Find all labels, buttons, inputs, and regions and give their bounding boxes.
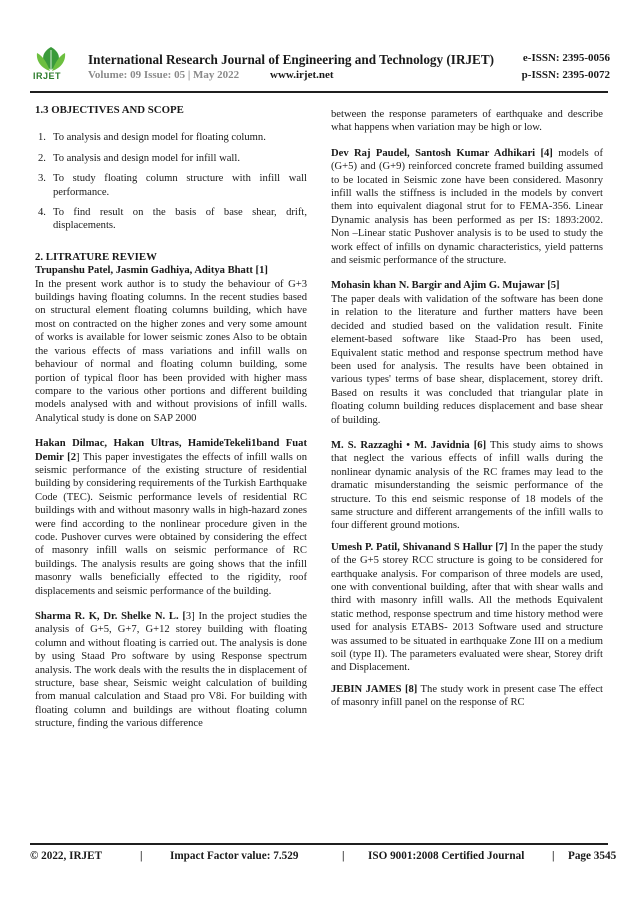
- list-item: 3. To study floating column structure with infill wall performance.: [38, 173, 307, 198]
- review-entry-3-continued: [331, 108, 603, 135]
- left-column: [35, 104, 307, 743]
- review-entry-7: Umesh P. Patil, Shivanand S Hallur [7] In the paper the study of the G+5 storey RCC structure is going to be considered for earthquake analysis. For comparison of three models are used, one with conventional building, after that with shear walls and third with masonry infill walls. All the methods Equivalent static method, response spectrum and time history method were used for analysis ETABS- 2013 Software used and structure was assumed to be situated in earthquake Zone III on a medium soil (type II). The parameters evaluated were shear, Storey drift and Displacement.: [331, 541, 603, 674]
- review-heading: 2. LITRATURE REVIEW: [35, 250, 157, 263]
- eissn: e-ISSN: 2395-0056: [522, 52, 610, 64]
- page-header: [30, 44, 610, 88]
- objectives-heading: 1.3 OBJECTIVES AND SCOPE: [35, 104, 184, 116]
- logo-text: IRJET: [33, 71, 62, 81]
- review-entry-6: M. S. Razzaghi • M. Javidnia [6] This study aims to shows that neglect the various effects of infill walls during the nonlinear dynamic analysis of the RC frames may lead to the dramatic misunderstanding the seismic performance of the structure. To this end seismic response of 18 models of the same structure and different arrangements of the infill walls to four different ground motions.: [331, 439, 603, 532]
- page-number: Page 3545: [568, 850, 617, 862]
- impact-factor: Impact Factor value: 7.529: [170, 850, 299, 862]
- list-item: 1. To analysis and design model for floating column.: [38, 132, 266, 144]
- journal-title: International Research Journal of Engineering and Technology (IRJET): [88, 52, 495, 67]
- review-entry-3: Sharma R. K, Dr. Shelke N. L. [3] In the project studies the analysis of G+5, G+7, G+12 storey building with floating column and without floating is carried out. The analysis is done by using Staad Pro software by using Response spectrum analysis. The work deals with the results the in displacement of structure, base shear, Seismic weight calculation of building from manual calculation and Staad pro V8i. For building with floating column and buildings are without floating column structure, finding the various difference: [35, 611, 307, 730]
- right-column: [331, 108, 603, 722]
- footer-separator: |: [342, 850, 345, 862]
- review-entry-3-text-right: between the response parameters of earthquake and describe what happens when variation may be high or low.: [331, 109, 603, 134]
- volume-info: Volume: 09 Issue: 05 | May 2022: [88, 69, 240, 81]
- journal-url: www.irjet.net: [270, 69, 334, 81]
- objectives-list: [35, 131, 307, 232]
- review-entry-1: Trupanshu Patel, Jasmin Gadhiya, Aditya Bhatt [1] In the present work author is to study the behaviour of G+3 buildings having floating columns. In the recent studies based on structural element floating columns building, which have most on contracted on the higher zones and very some amount of works is available for lower seismic zones Also to be obtain the various effects of mass variations and infill walls on behaviour of normal and floating column building, some portion of typical floor has been provided with higher mass compare to the various other portions and different building models analysed with and without provisions of infill walls. Analytical study is done on SAP 2000: [35, 265, 307, 424]
- review-entry-3-text-left: 3] In the project studies the analysis of G+5, G+7, G+12 storey building with floating column and without floating is carried out. The analysis is done by using Staad Pro software by using Response spectrum analysis. The work deals with the results the in displacement of structure, base shear, Seismic weight calculation of building from manual calculation and Staad pro V8i. For building with floating column and buildings are without floating column structure, finding the various difference: [35, 611, 307, 730]
- list-item: 2. To analysis and design model for infill wall.: [38, 152, 240, 164]
- review-entry-8: JEBIN JAMES [8] The study work in present case The effect of masonry infill panel on the response of RC: [331, 683, 603, 709]
- review-entry-4: Dev Raj Paudel, Santosh Kumar Adhikari [4] models of (G+5) and (G+9) reinforced concrete framed building assumed to be located in Seismic zone have been considered. Masonry infill walls the stiffness is included in the models by convert them into equivalent diagonal strut for to FEMA-356. Linear Dynamic analysis has been performed as per IS: 1893:2002. Non –Linear static Pushover analysis is to be used to study the work effect of infills on dynamic characteristics, yield patterns and seismic performance of the structure.: [331, 147, 603, 267]
- review-entry-5: Mohasin khan N. Bargir and Ajim G. Mujawar [5] The paper deals with validation of the software has been done in relation to the literature and further matters have been decided and studied based on the validation result. Finite element-based software like Staad-Pro has been used, Equivalent static method and response spectrum method have been used for analysis. The results have been obtained in various types' terms of base shear, displacement, storey drift. Based on results it was concluded that triangular plate in floating column building reduces displacement and base shear of building.: [331, 280, 603, 426]
- footer-separator: |: [552, 850, 555, 862]
- iso-certification: ISO 9001:2008 Certified Journal: [368, 850, 525, 862]
- header-rule: [30, 91, 608, 93]
- footer-separator: |: [140, 850, 143, 862]
- footer-rule: [30, 843, 608, 845]
- list-item: 4. To find result on the basis of base shear, drift, displacements.: [38, 207, 307, 232]
- copyright: © 2022, IRJET: [30, 850, 103, 862]
- pissn: p-ISSN: 2395-0072: [521, 69, 610, 81]
- review-entry-2: Hakan Dilmac, Hakan Ultras, HamideTekeli1band Fuat Demir [2] This paper investigates the effects of infill walls on seismic performance of the existing structure of residential building by considering requirements of the Turkish Earthquake Code (TEC). Seismic performance levels of residential RC buildings with and without masonry walls in high-hazard zones were find according to the nonlinear procedure given in the code. Pushover curves were obtained by considering the effect of masonry infill walls on seismic performance of RC buildings. The analysis results are going shows that the infill masonry walls beneficially effected to the rigidity, roof displacements and seismic performance of the building.: [35, 438, 308, 597]
